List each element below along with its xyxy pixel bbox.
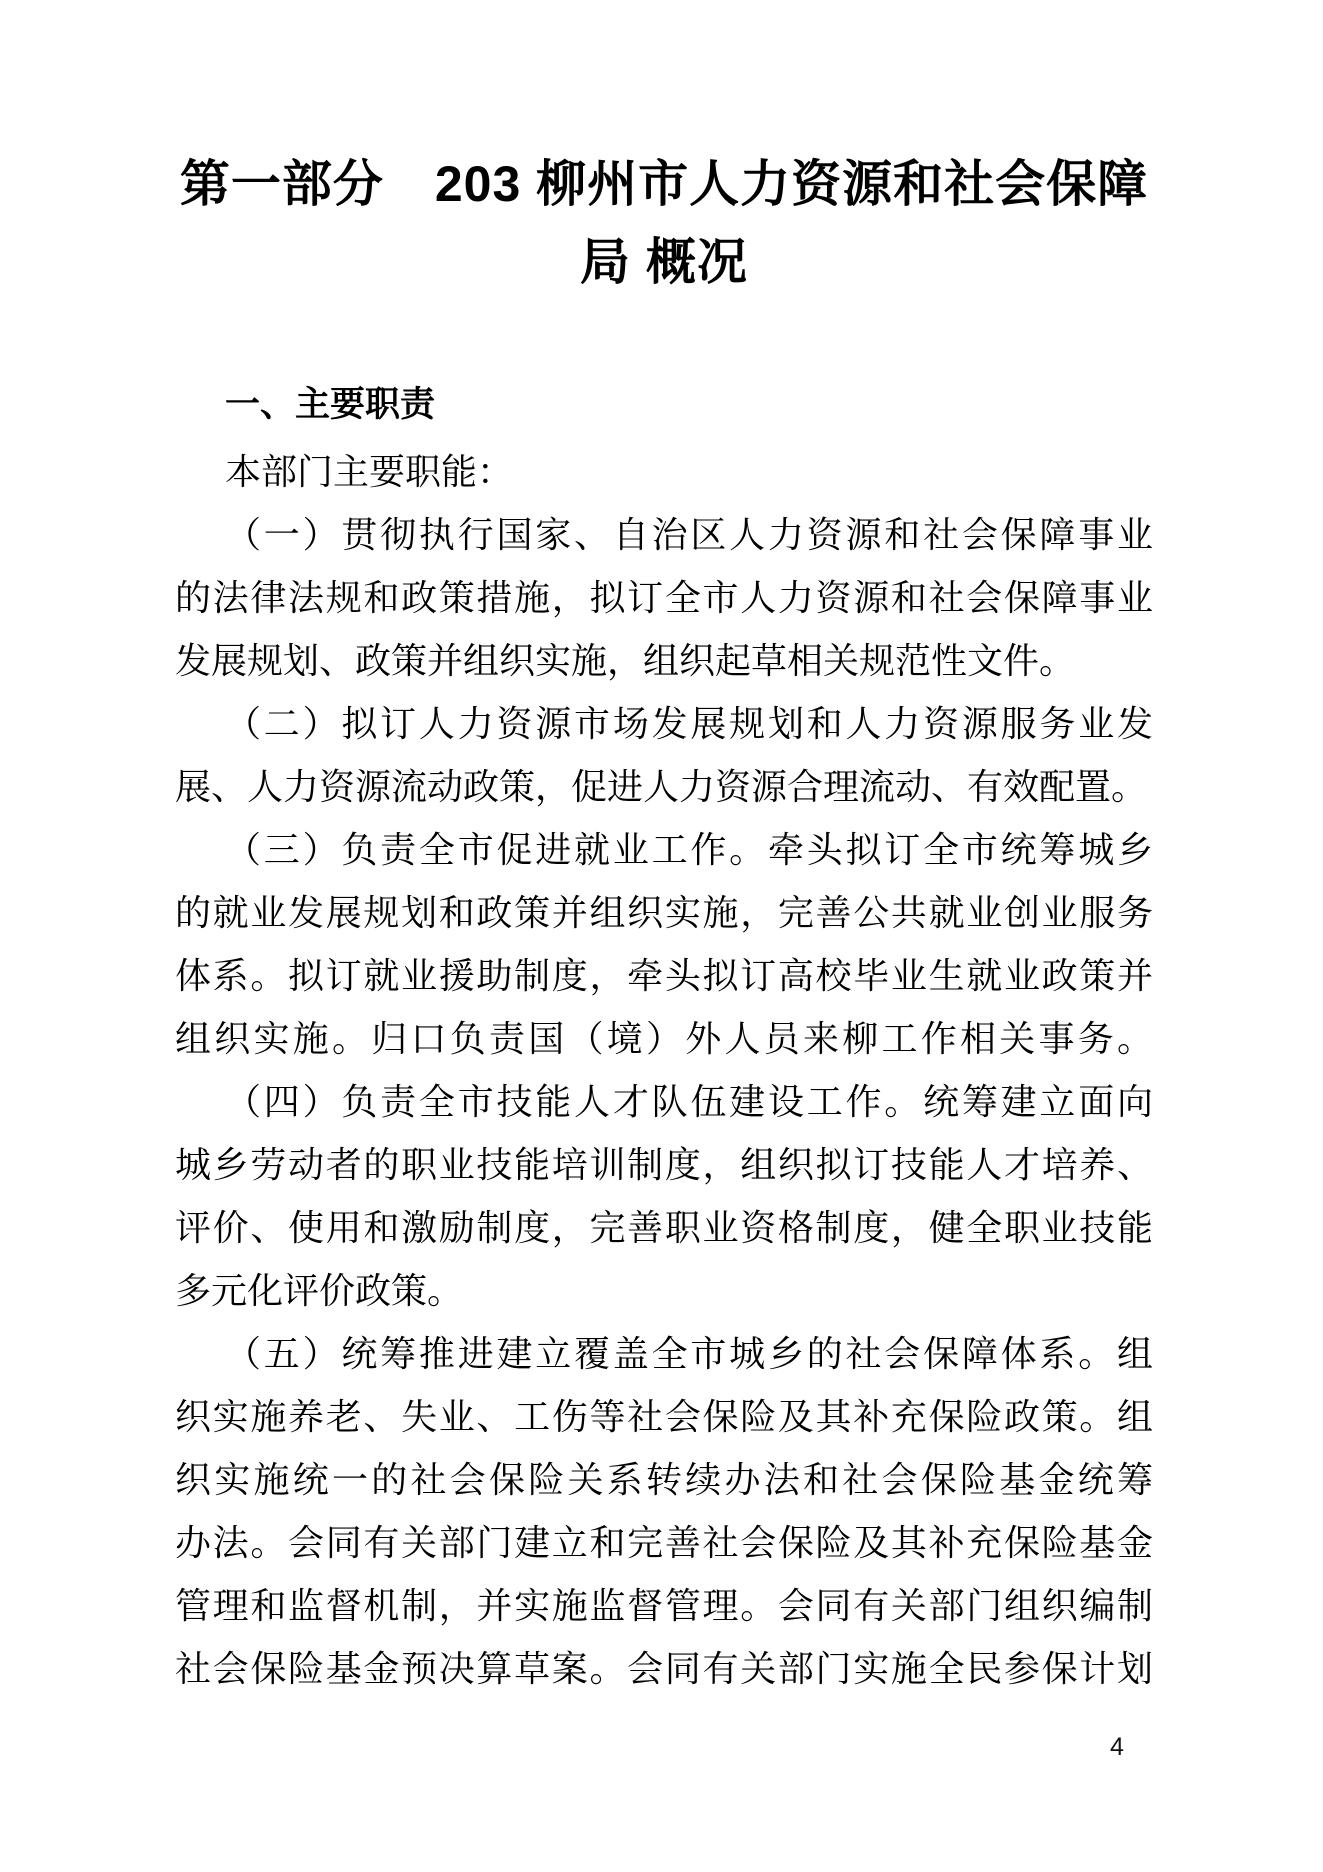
paragraph-4-line: 评价、使用和激励制度，完善职业资格制度，健全职业技能 — [175, 1208, 1153, 1248]
paragraph-5-line: （五）统筹推进建立覆盖全市城乡的社会保障体系。组 — [225, 1334, 1153, 1374]
paragraph-4-line: 多元化评价政策。 — [175, 1271, 464, 1311]
paragraph-3-line: 组织实施。归口负责国（境）外人员来柳工作相关事务。 — [175, 1019, 1153, 1059]
paragraph-1-line: 的法律法规和政策措施，拟订全市人力资源和社会保障事业 — [175, 578, 1153, 618]
section-heading: 一、主要职责 — [225, 385, 436, 424]
paragraph-5-line: 办法。会同有关部门建立和完善社会保险及其补充保险基金 — [175, 1523, 1153, 1563]
intro-line: 本部门主要职能： — [225, 452, 514, 492]
paragraph-3-line: 体系。拟订就业援助制度，牵头拟订高校毕业生就业政策并 — [175, 956, 1153, 996]
paragraph-2-line: （二）拟订人力资源市场发展规划和人力资源服务业发 — [225, 704, 1153, 744]
paragraph-5-line: 织实施养老、失业、工伤等社会保险及其补充保险政策。组 — [175, 1397, 1153, 1437]
paragraph-3-line: （三）负责全市促进就业工作。牵头拟订全市统筹城乡 — [225, 830, 1153, 870]
paragraph-2-line: 展、人力资源流动政策，促进人力资源合理流动、有效配置。 — [175, 767, 1148, 807]
paragraph-5-line: 社会保险基金预决算草案。会同有关部门实施全民参保计划 — [175, 1649, 1153, 1689]
paragraph-5-line: 管理和监督机制，并实施监督管理。会同有关部门组织编制 — [175, 1586, 1153, 1626]
paragraph-3-line: 的就业发展规划和政策并组织实施，完善公共就业创业服务 — [175, 893, 1153, 933]
paragraph-1-line: 发展规划、政策并组织实施，组织起草相关规范性文件。 — [175, 641, 1076, 681]
document-title — [175, 145, 1153, 301]
page-number: 4 — [1110, 1733, 1124, 1761]
document-title-line2: 局 概况 — [580, 234, 748, 290]
document-body — [175, 441, 1153, 1701]
paragraph-4-line: （四）负责全市技能人才队伍建设工作。统筹建立面向 — [225, 1082, 1153, 1122]
document-title-line1: 第一部分 203 柳州市人力资源和社会保障 — [179, 156, 1149, 212]
paragraph-4-line: 城乡劳动者的职业技能培训制度，组织拟订技能人才培养、 — [175, 1145, 1153, 1185]
paragraph-5-line: 织实施统一的社会保险关系转续办法和社会保险基金统筹 — [175, 1460, 1153, 1500]
paragraph-1-line: （一）贯彻执行国家、自治区人力资源和社会保障事业 — [225, 515, 1153, 555]
